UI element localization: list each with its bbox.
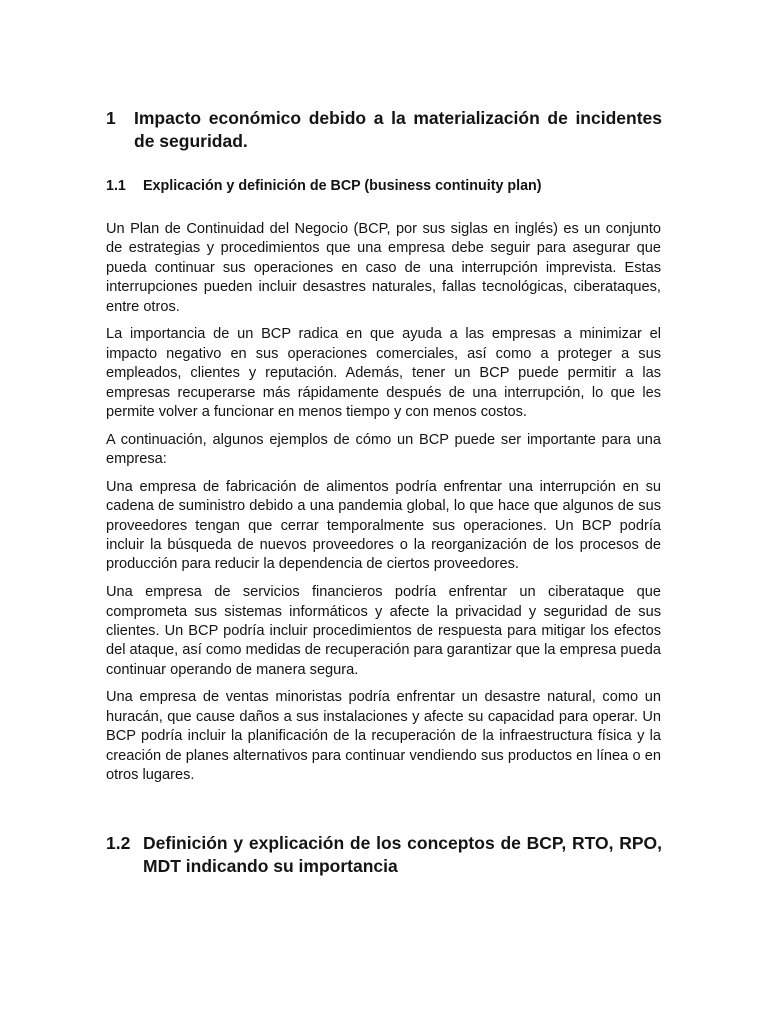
paragraph: Una empresa de servicios financieros podría enfrentar un ciberataque que comprometa sus sistemas informáticos y afecte la privacidad y seguridad de sus clientes. Un BCP podría incluir procedimientos de respuesta para mitigar los efectos del ataque, así como medidas de recuperación para garantizar que la empresa pueda continuar operando de manera segura. <box>106 584 661 678</box>
subsection-title: Definición y explicación de los conceptos de BCP, RTO, RPO, MDT indicando su importancia <box>143 833 662 876</box>
paragraph: A continuación, algunos ejemplos de cómo un BCP puede ser importante para una empresa: <box>106 431 661 468</box>
subsection-number: 1.1 <box>106 178 126 194</box>
paragraph: Una empresa de ventas minoristas podría enfrentar un desastre natural, como un huracán, que cause daños a sus instalaciones y afecte su capacidad para operar. Un BCP podría incluir la planificación de la recuperación de la infraestructura física y la creación de planes alternativos para continuar vendiendo sus productos en línea o en otros lugares. <box>106 689 661 784</box>
section-title: Impacto económico debido a la materialización de incidentes de seguridad. <box>134 108 662 151</box>
subsection-number: 1.2 <box>106 833 131 853</box>
body-text <box>106 220 661 794</box>
section-number: 1 <box>106 108 116 128</box>
paragraph: La importancia de un BCP radica en que ayuda a las empresas a minimizar el impacto negativo en sus operaciones comerciales, así como a proteger a sus empleados, clientes y reputación. Además, tener un BCP puede permitir a las empresas recuperarse más rápidamente después de una interrupción, lo que les permite volver a funcionar en menos tiempo y con menos costos. <box>106 326 661 420</box>
paragraph: Un Plan de Continuidad del Negocio (BCP, por sus siglas en inglés) es un conjunto de estrategias y procedimientos que una empresa debe seguir para asegurar que pueda continuar sus operaciones en caso de una interrupción imprevista. Estas interrupciones pueden incluir desastres naturales, fallas tecnológicas, ciberataques, entre otros. <box>106 221 661 315</box>
subsection-heading-1-2 <box>106 832 662 878</box>
section-heading-1 <box>106 107 662 153</box>
paragraph: Una empresa de fabricación de alimentos podría enfrentar una interrupción en su cadena de suministro debido a una pandemia global, lo que hace que algunos de sus proveedores tengan que cerrar temporalmente sus operaciones. Un BCP podría incluir la búsqueda de nuevos proveedores o la reorganización de los procesos de producción para reducir la dependencia de ciertos proveedores. <box>106 478 661 573</box>
subsection-title: Explicación y definición de BCP (business continuity plan) <box>143 178 542 194</box>
subsection-heading-1-1 <box>106 176 662 196</box>
